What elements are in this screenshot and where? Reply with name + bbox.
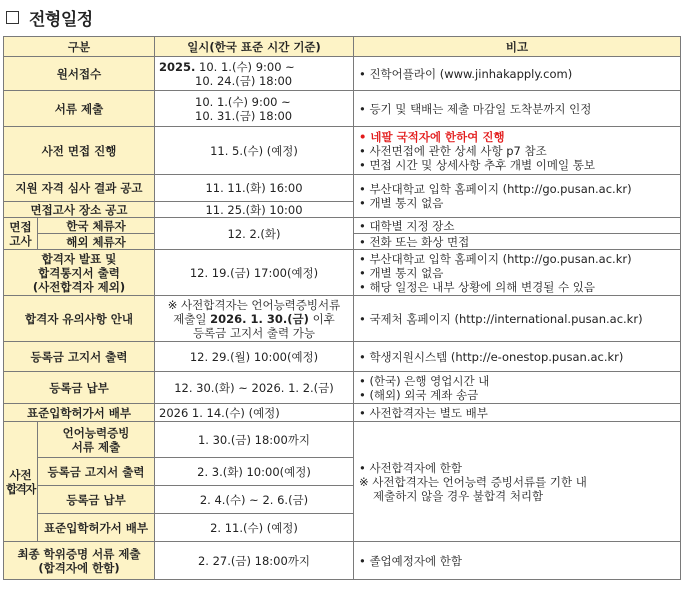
table-row (4, 218, 681, 234)
table-row (4, 342, 681, 372)
row-date: 10. 1.(수) 9:00 ~ 10. 31.(금) 18:00 (155, 91, 354, 127)
sub-category-korea: 한국 체류자 (38, 218, 155, 234)
table-row (4, 127, 681, 175)
header-row (4, 37, 681, 57)
table-row (4, 422, 681, 458)
row-date: 1. 30.(금) 18:00까지 (155, 422, 354, 458)
sub-category-admission-letter: 표준입학허가서 배부 (38, 514, 155, 542)
row-category: 원서접수 (4, 57, 155, 91)
row-category: 합격자 발표 및 합격통지서 출력 (사전합격자 제외) (4, 250, 155, 296)
row-category: 표준입학허가서 배부 (4, 404, 155, 422)
row-date: 12. 19.(금) 17:00(예정) (155, 250, 354, 296)
row-category: 등록금 고지서 출력 (4, 342, 155, 372)
row-category: 면접고사 장소 공고 (4, 202, 155, 218)
row-note: • 부산대학교 입학 홈페이지 (http://go.pusan.ac.kr) • 개별 통지 없음 (354, 175, 681, 218)
row-note: • 대학별 지정 장소 (354, 218, 681, 234)
pre-admission-category: 사전 합격자 (4, 422, 38, 542)
row-note: • 학생지원시스템 (http://e-onestop.pusan.ac.kr) (354, 342, 681, 372)
section-title (6, 4, 93, 30)
row-category: 서류 제출 (4, 91, 155, 127)
table-row (4, 404, 681, 422)
row-date: 2. 11.(수) (예정) (155, 514, 354, 542)
header-datetime: 일시(한국 표준 시간 기준) (155, 37, 354, 57)
sub-category-tuition-payment: 등록금 납부 (38, 486, 155, 514)
row-note: • 전화 또는 화상 면접 (354, 234, 681, 250)
table-row (4, 91, 681, 127)
row-note: • 네팔 국적자에 한하여 진행 • 사전면접에 관한 상세 사항 p7 참조 • 면접 시간 및 상세사항 추후 개별 이메일 통보 (354, 127, 681, 175)
sub-category-overseas: 해외 체류자 (38, 234, 155, 250)
row-category: 등록금 납부 (4, 372, 155, 404)
row-date: 12. 29.(월) 10:00(예정) (155, 342, 354, 372)
table-row (4, 250, 681, 296)
checkbox-icon (6, 11, 19, 24)
row-date: ※ 사전합격자는 언어능력증빙서류 제출일 2026. 1. 30.(금) 이후 등록금 고지서 출력 가능 (155, 296, 354, 342)
row-date: 2025. 10. 1.(수) 9:00 ~ 10. 24.(금) 18:00 (155, 57, 354, 91)
interview-category: 면접 고사 (4, 218, 38, 250)
row-date: 12. 2.(화) (155, 218, 354, 250)
row-note: • 부산대학교 입학 홈페이지 (http://go.pusan.ac.kr) • 개별 통지 없음 • 해당 일정은 내부 상황에 의해 변경될 수 있음 (354, 250, 681, 296)
table-row (4, 57, 681, 91)
row-date: 12. 30.(화) ~ 2026. 1. 2.(금) (155, 372, 354, 404)
schedule-table (3, 36, 681, 580)
row-date: 11. 25.(화) 10:00 (155, 202, 354, 218)
row-note: • 진학어플라이 (www.jinhakapply.com) (354, 57, 681, 91)
sub-category-language: 언어능력증빙 서류 제출 (38, 422, 155, 458)
header-category: 구분 (4, 37, 155, 57)
row-note: • 사전합격자는 별도 배부 (354, 404, 681, 422)
row-date: 2. 3.(화) 10:00(예정) (155, 458, 354, 486)
row-category: 최종 학위증명 서류 제출 (합격자에 한함) (4, 542, 155, 580)
table-row (4, 296, 681, 342)
sub-category-tuition-bill: 등록금 고지서 출력 (38, 458, 155, 486)
table-row (4, 175, 681, 202)
row-category: 지원 자격 심사 결과 공고 (4, 175, 155, 202)
row-category: 사전 면접 진행 (4, 127, 155, 175)
row-date: 2. 4.(수) ~ 2. 6.(금) (155, 486, 354, 514)
row-date: 2026 1. 14.(수) (예정) (155, 404, 354, 422)
table-row (4, 372, 681, 404)
table-row (4, 542, 681, 580)
row-note: • 졸업예정자에 한함 (354, 542, 681, 580)
row-note: • 국제처 홈페이지 (http://international.pusan.ac.kr) (354, 296, 681, 342)
row-note: • 등기 및 택배는 제출 마감일 도착분까지 인정 (354, 91, 681, 127)
row-note: • 사전합격자에 한함 ※ 사전합격자는 언어능력 증빙서류를 기한 내 제출하지 않을 경우 불합격 처리함 (354, 422, 681, 542)
row-category: 합격자 유의사항 안내 (4, 296, 155, 342)
row-date: 11. 11.(화) 16:00 (155, 175, 354, 202)
row-date: 11. 5.(수) (예정) (155, 127, 354, 175)
page-title: 전형일정 (29, 9, 93, 30)
row-note: • (한국) 은행 영업시간 내 • (해외) 외국 계좌 송금 (354, 372, 681, 404)
header-notes: 비고 (354, 37, 681, 57)
row-date: 2. 27.(금) 18:00까지 (155, 542, 354, 580)
